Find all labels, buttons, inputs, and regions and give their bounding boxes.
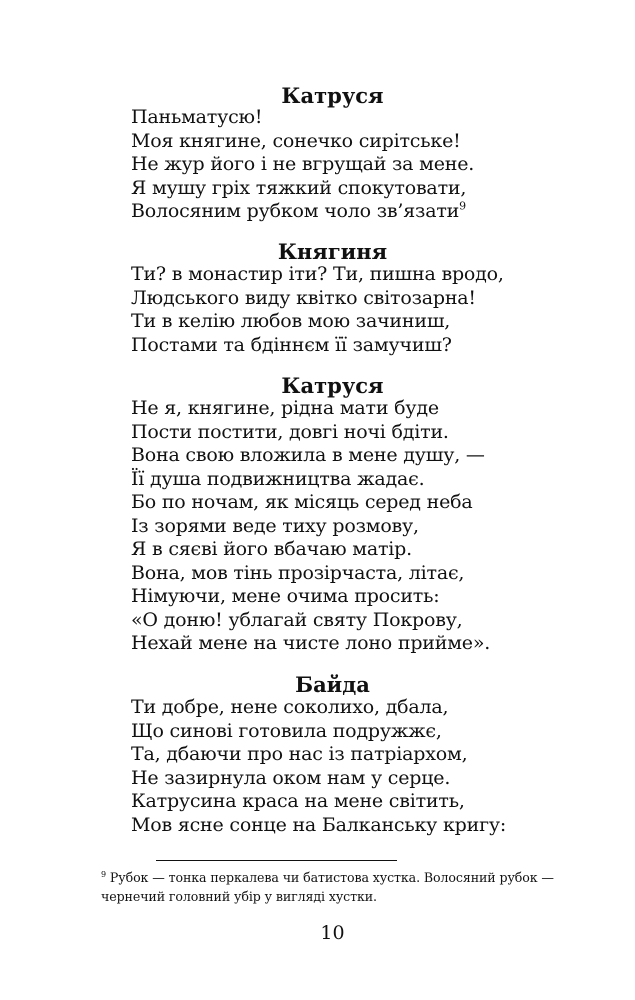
verse-line: Ти в келію любов мою зачиниш, [131, 310, 451, 332]
verse-line: Паньматусю! [131, 106, 263, 128]
verse-line: Не жур його і не вгрущай за мене. [131, 153, 475, 175]
verse-stanza [131, 397, 490, 656]
verse-line: Я в сяєві його вбачаю матір. [131, 538, 412, 560]
speaker-heading: Катруся [281, 373, 384, 398]
verse-line: Ти добре, нене соколихо, дбала, [131, 696, 449, 718]
verse-line: Німуючи, мене очима просить: [131, 585, 440, 607]
speaker-heading: Княгиня [277, 239, 388, 264]
footnote-reference: 9 [459, 199, 466, 213]
verse-stanza [131, 106, 474, 224]
verse-line: Бо по ночам, як місяць серед неба [131, 491, 473, 513]
verse-line-text: Волосяним рубком чоло зв’язати [131, 200, 460, 222]
verse-line: Не я, княгине, рідна мати буде [131, 397, 439, 419]
footnote-line: чернечий головний убір у вигляді хустки. [101, 888, 377, 904]
verse-line: Ти? в монастир іти? Ти, пишна вродо, [131, 263, 504, 285]
verse-line: «О доню! ублагай святу Покрову, [131, 608, 463, 631]
verse-line: Пости постити, довгі ночі бдіти. [131, 420, 449, 443]
verse-line: Постами та бдіннєм її замучиш? [131, 333, 452, 356]
footnote [101, 869, 601, 906]
page-number: 10 [320, 922, 345, 944]
footnote-marker: 9 [101, 869, 106, 879]
footnote-line [101, 869, 601, 888]
speaker-heading: Байда [295, 672, 370, 697]
verse-stanza [131, 696, 506, 837]
verse-line: Моя княгине, сонечко сирітське! [131, 129, 461, 152]
verse-line: Що синові готовила подружжє, [131, 719, 442, 742]
footnote-divider [156, 860, 397, 861]
verse-line: Вона свою вложила в мене душу, — [131, 444, 485, 466]
verse-line: Її душа подвижництва жадає. [131, 467, 425, 490]
verse-line: Вона, мов тінь прозірчаста, літає, [131, 561, 465, 584]
verse-line: Людського виду квітко світозарна! [131, 286, 476, 309]
verse-line: Та, дбаючи про нас із патріархом, [131, 743, 468, 765]
verse-line: Нехай мене на чисте лоно прийме». [131, 632, 491, 654]
footnote-text: Рубок — тонка перкалева чи батистова хустка. Волосяний рубок — [106, 870, 554, 885]
verse-line: Із зорями веде тиху розмову, [131, 514, 419, 537]
verse-line [131, 200, 474, 224]
verse-line: Не зазирнула оком нам у серце. [131, 766, 451, 789]
verse-line: Катрусина краса на мене світить, [131, 790, 465, 812]
verse-stanza [131, 263, 504, 357]
speaker-heading: Катруся [281, 83, 384, 108]
verse-line: Я мушу гріх тяжкий спокутовати, [131, 176, 467, 199]
verse-line: Мов ясне сонце на Балканську кригу: [131, 813, 507, 836]
